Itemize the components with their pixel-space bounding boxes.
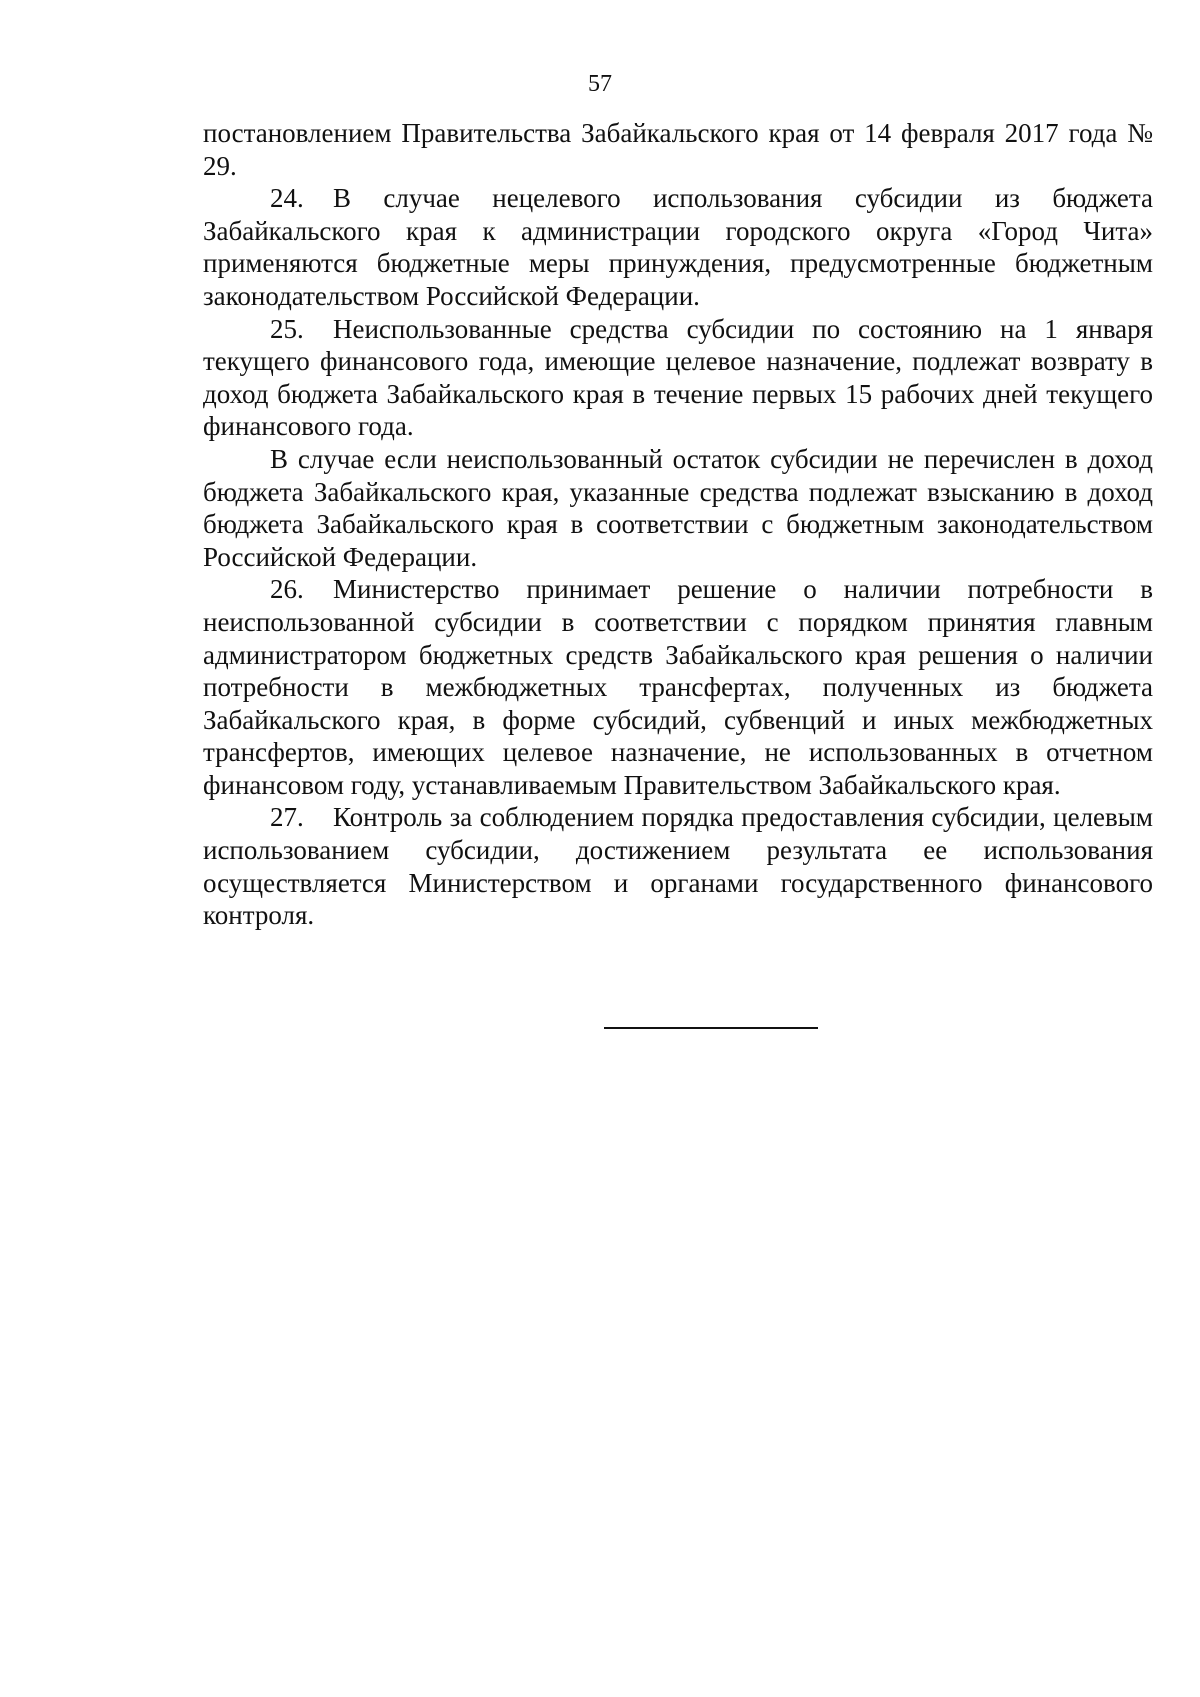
clause-number: 27. [270, 802, 304, 833]
page-number: 57 [588, 71, 612, 97]
clause-text: В случае нецелевого использования субсидии из бюджета Забайкальского края к администрации городского округа «Город Чита» применяются бюджетные меры принуждения, предусмотренные бюджетным законодательством Российской Федерации. [203, 183, 1153, 311]
clause-text: Министерство принимает решение о наличии потребности в неиспользованной субсидии в соответствии с порядком принятия главным администратором бюджетных средств Забайкальского края решения о наличии потребности в межбюджетных трансфертах, полученных из бюджета Забайкальского края, в форме субсидий, субвенций и иных межбюджетных трансфертов, имеющих целевое назначение, не использованных в отчетном финансовом году, устанавливаемым Правительством Забайкальского края. [203, 574, 1153, 800]
document-body [203, 117, 1153, 932]
paragraph-text: постановлением Правительства Забайкальского края от 14 февраля 2017 года № 29. [203, 118, 1153, 181]
clause-27 [203, 801, 1153, 931]
clause-number: 25. [270, 313, 304, 344]
paragraph-text: В случае если неиспользованный остаток субсидии не перечислен в доход бюджета Забайкальского края, указанные средства подлежат взысканию в доход бюджета Забайкальского края в соответствии с бюджетным законодательством Российской Федерации. [203, 443, 1153, 572]
clause-24 [203, 182, 1153, 312]
clause-number: 24. [270, 183, 304, 214]
clause-26 [203, 573, 1153, 801]
end-of-document-rule [604, 1027, 818, 1029]
clause-25 [203, 313, 1153, 443]
clause-number: 26. [270, 574, 304, 605]
clause-25-continuation [203, 443, 1153, 573]
clause-text: Контроль за соблюдением порядка предоставления субсидии, целевым использованием субсидии, достижением результата ее использования осуществляется Министерством и органами государственного финансового контроля. [203, 802, 1153, 931]
clause-text: Неиспользованные средства субсидии по состоянию на 1 января текущего финансового года, имеющие целевое назначение, подлежат возврату в доход бюджета Забайкальского края в течение первых 15 рабочих дней текущего финансового года. [203, 313, 1153, 442]
paragraph-continuation [203, 117, 1153, 182]
